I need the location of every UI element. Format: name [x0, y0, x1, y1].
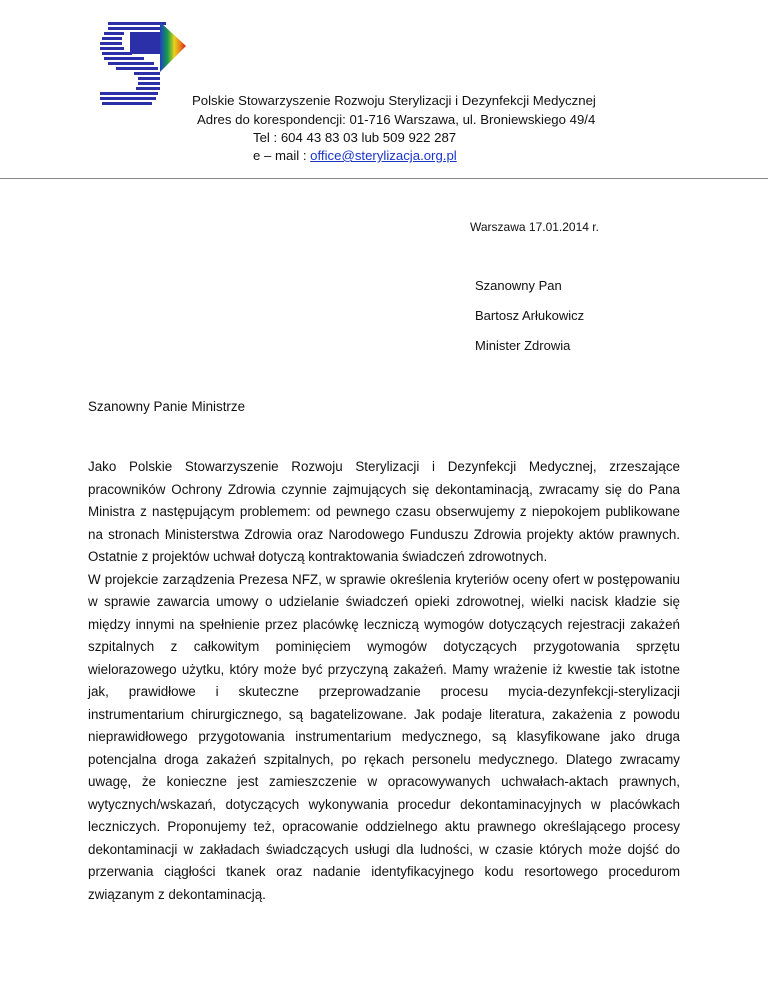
email-link[interactable]: office@sterylizacja.org.pl — [310, 148, 457, 163]
association-logo-icon — [94, 16, 190, 112]
org-email-line — [253, 147, 457, 165]
letter-date: Warszawa 17.01.2014 r. — [470, 220, 599, 234]
recipient-line-2: Bartosz Arłukowicz — [475, 308, 585, 323]
org-phone: Tel : 604 43 83 03 lub 509 922 287 — [253, 130, 457, 145]
body-paragraph-1: Jako Polskie Stowarzyszenie Rozwoju Sterylizacji i Dezynfekcji Medycznej, zrzeszające pracowników Ochrony Zdrowia czynnie zajmujących się dekontaminacją, zwracamy się do Pana Ministra z następującym problemem: od pewnego czasu obserwujemy z niepokojem publikowane na stronach Ministerstwa Zdrowia oraz Narodowego Funduszu Zdrowia projekty aktów prawnych. Ostatnie z projektów uchwał dotyczą kontraktowania świadczeń zdrowotnych. — [88, 459, 680, 564]
header-divider — [0, 178, 768, 179]
org-address: Adres do korespondencji: 01-716 Warszawa, ul. Broniewskiego 49/4 — [197, 112, 596, 127]
email-label: e – mail : — [253, 148, 311, 163]
recipient-line-3: Minister Zdrowia — [475, 338, 571, 353]
letter-body — [88, 456, 680, 906]
recipient-line-1: Szanowny Pan — [475, 278, 562, 293]
body-paragraph-2: W projekcie zarządzenia Prezesa NFZ, w sprawie określenia kryteriów oceny ofert w postępowaniu w sprawie zawarcia umowy o udzielanie świadczeń opieki zdrowotnej, wielki nacisk kładzie się między innymi na spełnienie przez placówkę leczniczą wymogów dotyczących rejestracji zakażeń szpitalnych z całkowitym pominięciem wymogów dotyczących przygotowania sprzętu wielorazowego użytku, który może być przyczyną zakażeń. Mamy wrażenie iż kwestie tak istotne jak, prawidłowe i skuteczne przeprowadzanie procesu mycia-dezynfekcji-sterylizacji instrumentarium chirurgicznego, są bagatelizowane. Jak podaje literatura, zakażenia z powodu nieprawidłowego przygotowania instrumentarium medycznego, są klasyfikowane jako druga potencjalna droga zakażeń szpitalnych, po rękach personelu medycznego. Dlatego zwracamy uwagę, że konieczne jest zamieszczenie w opracowywanych uchwałach-aktach prawnych, wytycznych/wskazań, dotyczących wykonywania procedur dekontaminacyjnych w placówkach leczniczych. Proponujemy też, opracowanie oddzielnego aktu prawnego określającego procesy dekontaminacji w zakładach świadczących usługi dla ludności, w czasie których może dojść do przerwania ciągłości tkanek oraz nadanie identyfikacyjnego kodu resortowego procedurom związanym z dekontaminacją. — [88, 571, 680, 902]
salutation: Szanowny Panie Ministrze — [88, 399, 246, 414]
org-name: Polskie Stowarzyszenie Rozwoju Sterylizacji i Dezynfekcji Medycznej — [192, 93, 596, 108]
